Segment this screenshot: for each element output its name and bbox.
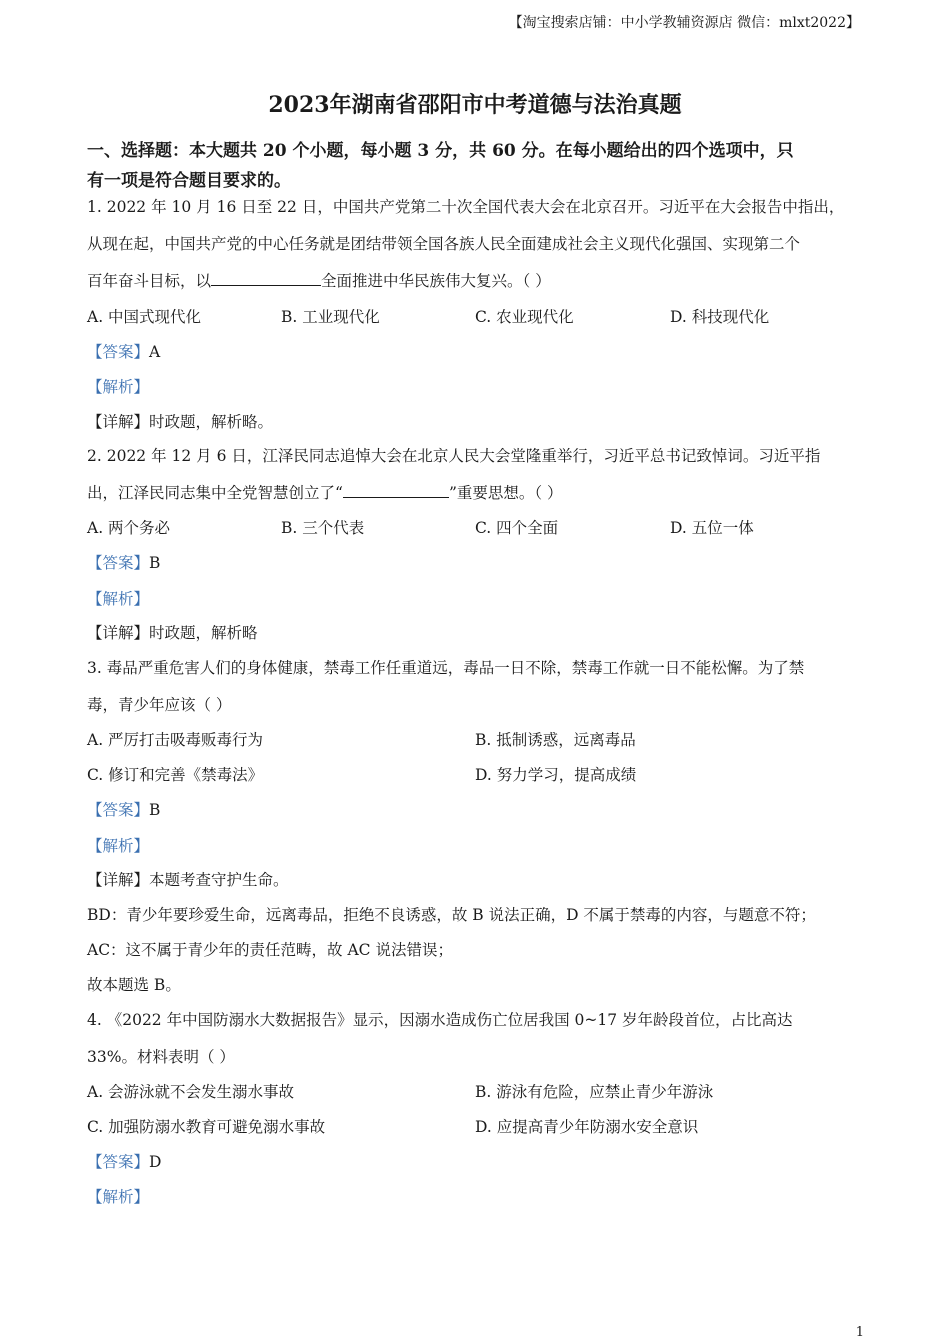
detail-label: 【详解】: [87, 413, 150, 431]
q3-option-a: A. 严厉打击吸毒贩毒行为: [87, 731, 264, 749]
header-note: 【淘宝搜索店铺：中小学教辅资源店 微信：mlxt2022】: [508, 15, 860, 31]
q2-option-c: C. 四个全面: [475, 519, 559, 537]
q2-option-a: A. 两个务必: [87, 519, 171, 537]
q1-text-line1: 1. 2022 年 10 月 16 日至 22 日，中国共产党第二十次全国代表大会在北京召开。习近平在大会报告中指出，: [87, 198, 845, 216]
q4-option-a: A. 会游泳就不会发生溺水事故: [87, 1083, 295, 1101]
page-title: 2023年湖南省邵阳市中考道德与法治真题: [268, 92, 682, 118]
q2-detail-text: 时政题，解析略: [149, 624, 258, 642]
answer-label: 【答案】: [87, 801, 150, 819]
detail-label: 【详解】: [87, 624, 150, 642]
q3-analysis-label: 【解析】: [87, 837, 150, 855]
q2-analysis-label: 【解析】: [87, 590, 150, 608]
q2-text-line2-end: ”重要思想。（ ）: [448, 484, 563, 502]
q2-text-line1: 2. 2022 年 12 月 6 日，江泽民同志追悼大会在北京人民大会堂隆重举行，习近平总书记致悼词。习近平指: [87, 447, 821, 465]
q3-detail: [87, 868, 289, 890]
detail-label: 【详解】: [87, 871, 150, 889]
q3-explanation-line3: 故本题选 B。: [87, 976, 181, 994]
section-heading-line1: 一、选择题：本大题共 20 个小题，每小题 3 分，共 60 分。在每小题给出的四个选项中，只: [87, 141, 794, 161]
q1-option-b: B. 工业现代化: [281, 308, 380, 326]
q2-text-line2: [87, 481, 563, 503]
q4-text-line2: 33%。材料表明（ ）: [87, 1048, 235, 1066]
q3-option-c: C. 修订和完善《禁毒法》: [87, 766, 264, 784]
q1-text-line3-start: 百年奋斗目标，以: [87, 272, 212, 290]
q2-detail: [87, 621, 258, 643]
q2-fill-blank: [343, 483, 449, 498]
q1-fill-blank: [211, 271, 321, 286]
answer-label: 【答案】: [87, 554, 150, 572]
q1-text-line2: 从现在起，中国共产党的中心任务就是团结带领全国各族人民全面建成社会主义现代化强国、实现第二个: [87, 235, 801, 253]
section-heading-line2: 有一项是符合题目要求的。: [87, 171, 291, 191]
q4-answer-value: D: [149, 1153, 162, 1171]
q4-option-c: C. 加强防溺水教育可避免溺水事故: [87, 1118, 326, 1136]
q1-option-c: C. 农业现代化: [475, 308, 574, 326]
q3-explanation-line2: AC：这不属于青少年的责任范畴，故 AC 说法错误；: [87, 941, 453, 959]
q1-analysis-label: 【解析】: [87, 378, 150, 396]
q2-option-b: B. 三个代表: [281, 519, 365, 537]
q1-answer: [87, 340, 160, 362]
q3-text-line2: 毒，青少年应该（ ）: [87, 696, 232, 714]
q2-option-d: D. 五位一体: [670, 519, 754, 537]
q1-text-line3-end: 全面推进中华民族伟大复兴。（ ）: [321, 272, 551, 290]
q3-text-line1: 3. 毒品严重危害人们的身体健康，禁毒工作任重道远，毒品一日不除，禁毒工作就一日不能松懈。为了禁: [87, 659, 805, 677]
q3-answer: [87, 798, 160, 820]
q1-text-line3: [87, 269, 551, 291]
q4-option-b: B. 游泳有危险，应禁止青少年游泳: [475, 1083, 714, 1101]
q4-option-d: D. 应提高青少年防溺水安全意识: [475, 1118, 699, 1136]
answer-label: 【答案】: [87, 343, 150, 361]
q3-answer-value: B: [149, 801, 161, 819]
q3-detail-text: 本题考查守护生命。: [149, 871, 289, 889]
q3-explanation-line1: BD：青少年要珍爱生命，远离毒品，拒绝不良诱惑，故 B 说法正确，D 不属于禁毒的内容，与题意不符；: [87, 906, 816, 924]
q1-detail-text: 时政题，解析略。: [149, 413, 274, 431]
q4-analysis-label: 【解析】: [87, 1188, 150, 1206]
q3-option-d: D. 努力学习，提高成绩: [475, 766, 637, 784]
q2-answer-value: B: [149, 554, 161, 572]
q4-answer: [87, 1150, 161, 1172]
q1-detail: [87, 410, 273, 432]
q1-option-d: D. 科技现代化: [670, 308, 770, 326]
q2-answer: [87, 551, 160, 573]
q2-text-line2-start: 出，江泽民同志集中全党智慧创立了“: [87, 484, 343, 502]
q1-option-a: A. 中国式现代化: [87, 308, 202, 326]
q3-option-b: B. 抵制诱惑，远离毒品: [475, 731, 636, 749]
answer-label: 【答案】: [87, 1153, 150, 1171]
q4-text-line1: 4. 《2022 年中国防溺水大数据报告》显示，因溺水造成伤亡位居我国 0~17 岁年龄段首位，占比高达: [87, 1011, 793, 1029]
q1-answer-value: A: [149, 343, 161, 361]
page-number: 1: [855, 1325, 864, 1340]
